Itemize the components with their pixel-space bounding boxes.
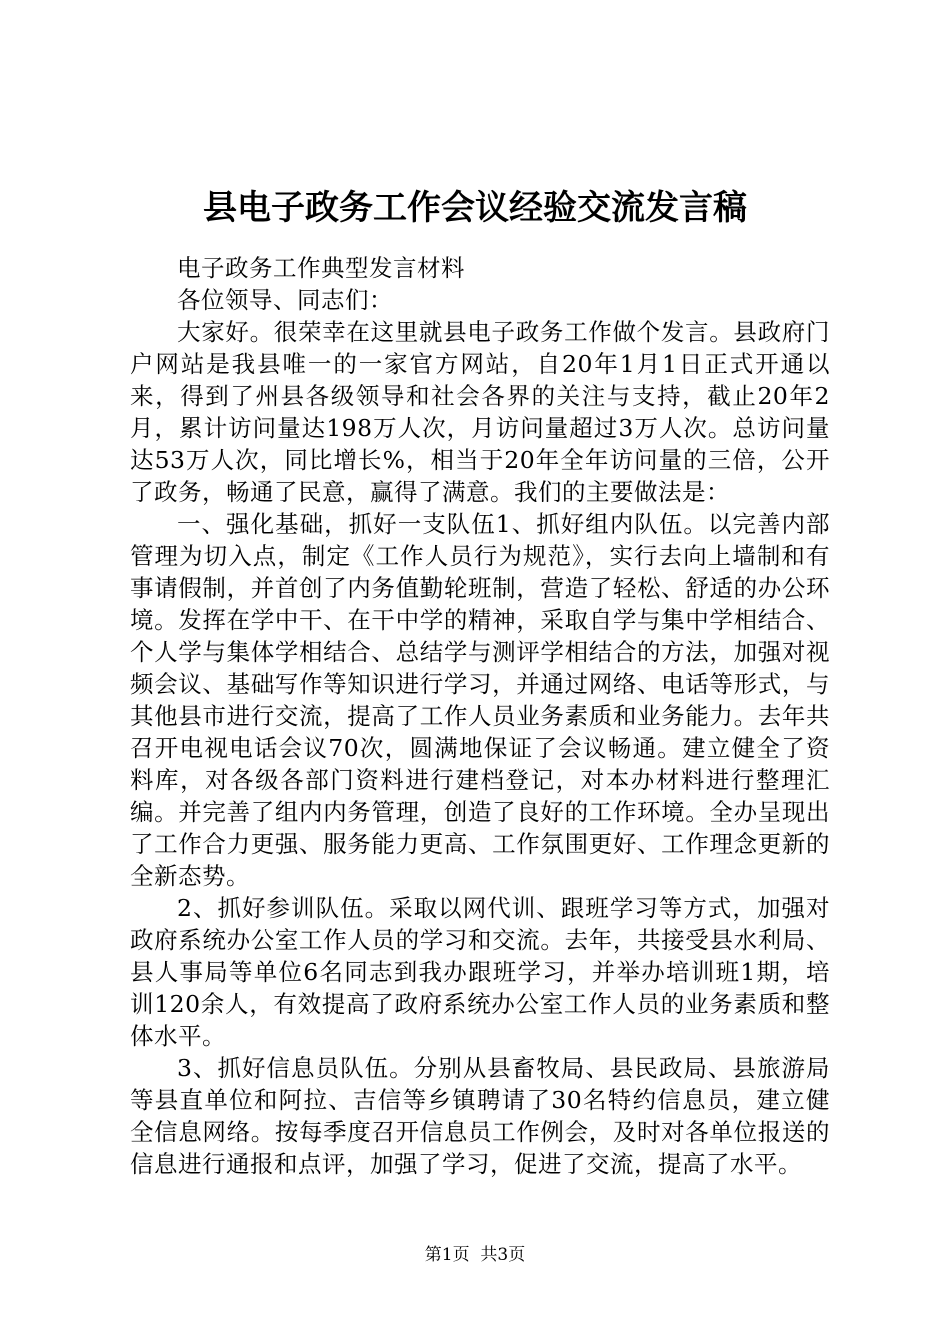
page-footer [0,1244,950,1266]
page-number: 第1页 共3页 [424,1245,526,1265]
paragraph-subtitle: 电子政务工作典型发言材料 [177,254,465,282]
document-body [130,252,830,1180]
paragraph-section-2: 2、抓好参训队伍。采取以网代训、跟班学习等方式，加强对政府系统办公室工作人员的学习和交流。去年，共接受县水利局、县人事局等单位6名同志到我办跟班学习，并举办培训班1期，培训120余人，有效提高了政府系统办公室工作人员的业务素质和整体水平。 [130,894,830,1050]
paragraph-section-1: 一、强化基础，抓好一支队伍1、抓好组内队伍。以完善内部管理为切入点，制定《工作人员行为规范》，实行去向上墙制和有事请假制，并首创了内务值勤轮班制，营造了轻松、舒适的办公环境。发挥在学中干、在干中学的精神，采取自学与集中学相结合、个人学与集体学相结合、总结学与测评学相结合的方法，加强对视频会议、基础写作等知识进行学习，并通过网络、电话等形式，与其他县市进行交流，提高了工作人员业务素质和业务能力。去年共召开电视电话会议70次，圆满地保证了会议畅通。建立健全了资料库，对各级各部门资料进行建档登记，对本办材料进行整理汇编。并完善了组内内务管理，创造了良好的工作环境。全办呈现出了工作合力更强、服务能力更高、工作氛围更好、工作理念更新的全新态势。 [130,510,830,890]
paragraph-salutation: 各位领导、同志们： [177,286,393,314]
document-title: 县电子政务工作会议经验交流发言稿 [203,188,747,228]
paragraph-intro: 大家好。很荣幸在这里就县电子政务工作做个发言。县政府门户网站是我县唯一的一家官方网站，自20年1月1日正式开通以来，得到了州县各级领导和社会各界的关注与支持，截止20年2月，累计访问量达198万人次，月访问量超过3万人次。总访问量达53万人次，同比增长%，相当于20年全年访问量的三倍，公开了政务，畅通了民意，赢得了满意。我们的主要做法是： [130,318,830,506]
paragraph-section-3: 3、抓好信息员队伍。分别从县畜牧局、县民政局、县旅游局等县直单位和阿拉、吉信等乡镇聘请了30名特约信息员，建立健全信息网络。按每季度召开信息员工作例会，及时对各单位报送的信息进行通报和点评，加强了学习，促进了交流，提高了水平。 [130,1054,830,1178]
